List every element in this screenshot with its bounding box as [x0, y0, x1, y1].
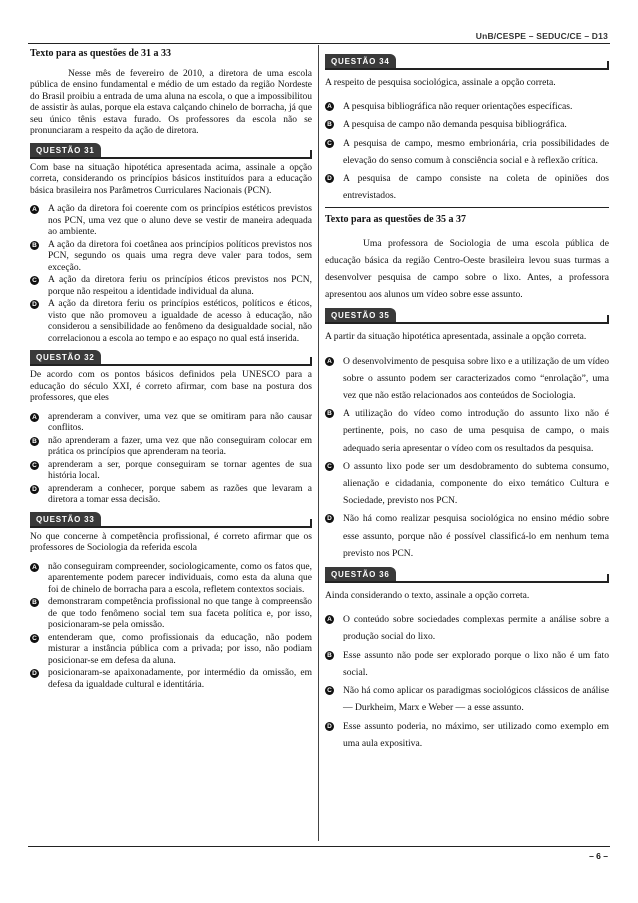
option-text: não conseguiram compreender, sociologicamente, como os fatos que, aparentemente podem parecer individuais, como esta da aluna que foi de chinelo de borracha para a escola, refletem contextos sociais. [48, 561, 312, 595]
option-c[interactable] [325, 135, 609, 169]
option-letter-badge: C [30, 461, 39, 470]
option-a[interactable] [325, 353, 609, 405]
option-letter-badge: A [30, 205, 39, 214]
option-b[interactable] [30, 597, 312, 632]
question-32-options [30, 412, 312, 507]
option-letter-badge: C [325, 686, 334, 695]
option-b[interactable] [325, 647, 609, 681]
question-35-options [325, 353, 609, 562]
option-letter-badge: A [325, 102, 334, 111]
question-36-options [325, 611, 609, 752]
option-text: entenderam que, como profissionais da educação, não podem misturar a instância pública com a privada; por isso, não podiam posicionar-se em defesa da aluna. [48, 632, 312, 666]
left-column [30, 48, 312, 692]
question-stem: A respeito de pesquisa sociológica, assinale a opção correta. [325, 77, 556, 88]
option-text: A ação da diretora feriu os princípios éticos previstos nos PCN, porque não respeitou a identidade individual da aluna. [48, 275, 312, 297]
section-title: Texto para as questões de 31 a 33 [30, 48, 172, 59]
option-text: A utilização do vídeo como introdução do assunto lixo não é pertinente, pois, no caso de uma pesquisa de campo, o mais adequado seria apresentar o vídeo com os resultados da pesquisa. [343, 408, 609, 454]
option-a[interactable] [30, 562, 312, 597]
option-letter-badge: A [30, 563, 39, 572]
option-b[interactable] [325, 405, 609, 457]
question-stem: No que concerne à competência profissional, é correto afirmar que os professores de Sociologia da referida escola [30, 531, 312, 553]
option-c[interactable] [325, 682, 609, 716]
option-text: A ação da diretora foi coetânea aos princípios políticos previstos nos PCN, segundo os quais uma regra deve valer para todos, sem exceção. [48, 239, 312, 273]
option-d[interactable] [325, 718, 609, 752]
option-a[interactable] [30, 204, 312, 239]
option-letter-badge: C [30, 276, 39, 285]
option-text: não aprenderam a fazer, uma vez que não conseguiram colocar em prática os princípios que aprenderam na teoria. [48, 435, 312, 457]
page-number: – 6 – [589, 851, 608, 861]
question-label: QUESTÃO 32 [30, 350, 101, 365]
option-text: A ação da diretora foi coerente com os princípios estéticos previstos nos PCN, uma vez que o aluno deve se vestir de maneira adequada ao ambiente. [48, 204, 312, 237]
question-stem: Com base na situação hipotética apresentada acima, assinale a opção correta, considerando os princípios básicos instituídos para a educação básica brasileira nos Parâmetros Curriculares Nacionais (PCN). [30, 162, 312, 196]
option-a[interactable] [325, 611, 609, 645]
question-35-header [325, 308, 609, 324]
option-text: aprenderam a conhecer, porque sabem as razões que levaram a diretora a tomar essa decisão. [48, 483, 312, 505]
option-d[interactable] [325, 510, 609, 562]
option-text: A ação da diretora feriu os princípios estéticos, políticos e éticos, visto que não promoveu a igualdade de acesso à educação, não considerou a sensibilidade ao fenômeno da desigualdade social, não correlacionou a escola ao tempo e ao espaço no qual está inserida. [48, 299, 312, 344]
option-letter-badge: B [325, 651, 334, 660]
option-text: O assunto lixo pode ser um desdobramento do subtema consumo, alienação e cidadania, componente do eixo temático Cultura e Sociedade, previsto nos PCN. [343, 460, 609, 507]
option-b[interactable] [30, 240, 312, 275]
question-32-header [30, 350, 312, 366]
question-34-header [325, 54, 609, 70]
question-label: QUESTÃO 35 [325, 308, 396, 323]
option-letter-badge: D [325, 174, 334, 183]
option-letter-badge: C [325, 139, 334, 148]
option-letter-badge: D [30, 669, 39, 678]
option-letter-badge: D [30, 300, 39, 309]
option-d[interactable] [30, 484, 312, 507]
option-d[interactable] [325, 170, 609, 204]
option-a[interactable] [30, 412, 312, 435]
question-31-header [30, 143, 312, 159]
option-c[interactable] [30, 275, 312, 298]
section-rule [325, 207, 609, 208]
question-label: QUESTÃO 36 [325, 567, 396, 582]
option-b[interactable] [30, 436, 312, 459]
option-letter-badge: B [30, 437, 39, 446]
option-letter-badge: B [30, 598, 39, 607]
page-header: UnB/CESPE – SEDUC/CE – D13 [475, 31, 608, 41]
question-label: QUESTÃO 34 [325, 54, 396, 69]
option-letter-badge: A [325, 357, 334, 366]
option-text: A pesquisa de campo consiste na coleta de opiniões dos entrevistados. [343, 173, 609, 202]
question-33-options [30, 562, 312, 692]
option-letter-badge: B [30, 241, 39, 250]
right-column [325, 54, 609, 753]
question-31-options [30, 204, 312, 345]
option-letter-badge: D [325, 514, 334, 523]
option-letter-badge: B [325, 120, 334, 129]
option-letter-badge: C [30, 634, 39, 643]
question-34-options [325, 98, 609, 204]
option-text: demonstraram competência profissional no que tange à compreensão de que todo fenômeno social tem sua faceta política e, por isso, posicionaram-se pela omissão. [48, 597, 312, 630]
column-divider [318, 45, 319, 841]
option-text: posicionaram-se apaixonadamente, por intermédio da omissão, em defesa da igualdade cultural e identitária. [48, 668, 312, 690]
option-text: A pesquisa de campo, mesmo embrionária, cria possibilidades de elevação do senso comum à consciência social e à reflexão crítica. [343, 137, 609, 166]
option-text: aprenderam a conviver, uma vez que se omitiram para não causar conflitos. [48, 411, 312, 433]
option-text: A pesquisa bibliográfica não requer orientações específicas. [343, 101, 573, 113]
option-text: O conteúdo sobre sociedades complexas permite a análise sobre a produção social do lixo. [343, 614, 609, 643]
footer-rule [28, 846, 610, 847]
reading-text: Nesse mês de fevereiro de 2010, a diretora de uma escola pública de ensino fundamental e médio de um estado da região Nordeste do Brasil proibiu a entrada de uma aluna na escola, o que a impossibilitou de assistir às aulas, porque ela estava calçando chinelo de borracha, já que seu único tênis estava furado. Os professores da escola não se pronunciaram a respeito da ação de diretora. [30, 68, 312, 136]
option-letter-badge: D [30, 485, 39, 494]
option-letter-badge: A [325, 615, 334, 624]
option-text: aprenderam a ser, porque conseguiram se tornar agentes de sua história local. [48, 459, 312, 481]
option-c[interactable] [30, 460, 312, 483]
question-stem: Ainda considerando o texto, assinale a opção correta. [325, 590, 530, 602]
section-title: Texto para as questões de 35 a 37 [325, 214, 467, 226]
option-letter-badge: D [325, 722, 334, 731]
question-stem: A partir da situação hipotética apresentada, assinale a opção correta. [325, 331, 587, 343]
option-c[interactable] [325, 458, 609, 510]
question-label: QUESTÃO 33 [30, 512, 101, 527]
option-letter-badge: C [325, 462, 334, 471]
option-d[interactable] [30, 668, 312, 691]
option-a[interactable] [325, 98, 609, 115]
option-c[interactable] [30, 633, 312, 668]
question-stem: De acordo com os pontos básicos definidos pela UNESCO para a educação do século XXI, é correto afirmar, com base na postura dos professores, que eles [30, 370, 312, 403]
header-rule [28, 43, 610, 44]
option-d[interactable] [30, 299, 312, 345]
option-text: Esse assunto poderia, no máximo, ser utilizado como exemplo em uma aula expositiva. [343, 720, 609, 749]
option-text: A pesquisa de campo não demanda pesquisa bibliográfica. [343, 119, 567, 131]
option-text: Não há como aplicar os paradigmas sociológicos clássicos de análise — Durkheim, Marx e Weber — a esse assunto. [343, 685, 609, 714]
option-letter-badge: A [30, 413, 39, 422]
option-b[interactable] [325, 116, 609, 133]
option-text: Não há como realizar pesquisa sociológica no ensino médio sobre esse assunto, porque não é possível classificá-lo em nenhum tema previsto nos PCN. [343, 513, 609, 559]
option-text: Esse assunto não pode ser explorado porque o lixo não é um fato social. [343, 649, 609, 678]
reading-text: Uma professora de Sociologia de uma escola pública de educação básica da região Centro-Oeste brasileira levou suas turmas a desenvolver pesquisa de campo sobre o lixo. Antes, a professora apresentou aos alunos um vídeo sobre esse assunto. [325, 237, 609, 301]
option-letter-badge: B [325, 409, 334, 418]
question-33-header [30, 512, 312, 528]
option-text: O desenvolvimento de pesquisa sobre lixo e a utilização de um vídeo sobre o assunto podem ser caracterizados como “enrolação”, uma vez que não estão relacionados aos conteúdos de Sociologia. [343, 355, 609, 402]
question-label: QUESTÃO 31 [30, 143, 101, 158]
question-36-header [325, 567, 609, 583]
